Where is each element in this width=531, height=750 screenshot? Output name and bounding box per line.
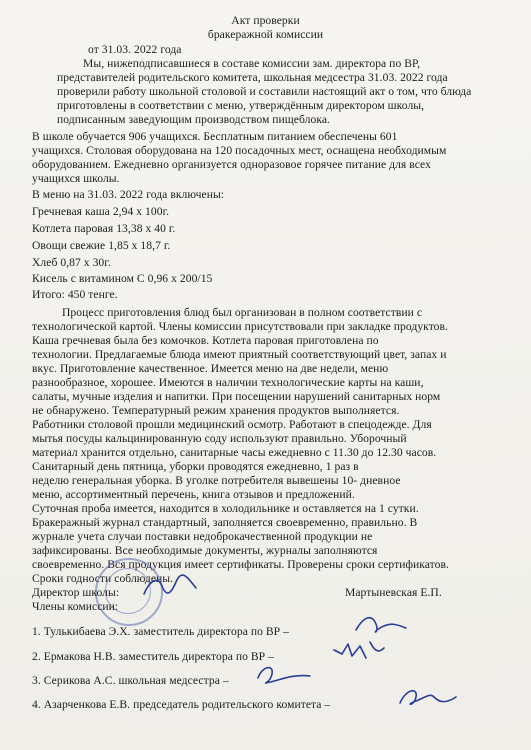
menu-item: Овощи свежие 1,85 х 18,7 г. — [32, 239, 171, 252]
body-line: оборудованием. Ежедневно организуется одноразовое горячее питание для всех — [32, 158, 431, 171]
director-label: Директор школы: — [32, 586, 120, 599]
member-signature — [350, 610, 410, 638]
body-line: Сроки годности соблюдены. — [32, 572, 174, 585]
member-signature — [330, 636, 390, 664]
menu-item: Хлеб 0,87 х 30г. — [32, 256, 111, 269]
body-line: учащихся школы. — [32, 172, 120, 185]
body-line: не обнаружено. Температурный режим хранения продуктов выполняется. — [32, 404, 400, 417]
body-line: журнале учета случаи поставки недоброкачественной продукции не — [32, 530, 373, 543]
member-signature — [394, 683, 462, 711]
document-date: от 31.03. 2022 года — [88, 43, 182, 56]
document-title: Акт проверки — [231, 14, 300, 27]
body-line: Бракеражный журнал стандартный, заполняется своевременно, правильно. В — [32, 516, 418, 529]
body-line: Каша гречневая была без комочков. Котлета паровая приготовлена по — [32, 334, 379, 347]
body-line: неделю генеральная уборка. В уголке потребителя вывешены 10- дневное — [32, 474, 401, 487]
body-line: технологической картой. Члены комиссии присутствовали при закладке продуктов. — [32, 320, 448, 333]
body-line: Санитарный день пятница, уборки проводятся ежедневно, 1 раз в — [32, 460, 359, 473]
body-line: разнообразное, хорошее. Имеются в наличии технологические карты на каши, — [32, 376, 424, 389]
menu-item: Гречневая каша 2,94 х 100г. — [32, 205, 170, 218]
body-line: салаты, мучные изделия и напитки. При посещении нарушений санитарных норм — [32, 390, 441, 403]
document-subtitle: бракеражной комиссии — [207, 28, 324, 41]
body-line: В школе обучается 906 учащихся. Бесплатным питанием обеспечены 601 — [32, 130, 398, 143]
body-line: подписанным заведующим производством пищеблока. — [57, 113, 330, 126]
body-line: проверили работу школьной столовой и составили настоящий акт о том, что блюда — [57, 85, 472, 98]
menu-item: Котлета паровая 13,38 х 40 г. — [32, 222, 176, 235]
body-line: Мы, нижеподписавшиеся в составе комиссии зам. директора по ВР, — [83, 57, 421, 70]
body-line: представителей родительского комитета, школьная медсестра 31.03. 2022 года — [57, 71, 448, 84]
member-line: 1. Тулькибаева Э.Х. заместитель директора по ВР – — [32, 625, 289, 638]
body-line: меню, ассортиментный перечень, книга отзывов и предложений. — [32, 488, 355, 501]
body-line: Работники столовой прошли медицинский осмотр. Работают в спецодежде. Для — [32, 418, 432, 431]
members-label: Члены комиссии: — [32, 600, 119, 613]
body-line: Суточная проба имеется, находится в холодильнике и оставляется на 1 сутки. — [32, 502, 419, 515]
member-signature — [252, 660, 316, 688]
body-line: технологии. Предлагаемые блюда имеют приятный соответствующий цвет, запах и — [32, 348, 447, 361]
body-line: Процесс приготовления блюд был организован в полном соответствии с — [62, 306, 423, 319]
menu-heading: В меню на 31.03. 2022 года включены: — [32, 188, 225, 201]
body-line: мытья посуды кальцинированную соду используют правильно. Уборочный — [32, 432, 407, 445]
member-line: 2. Ермакова Н.В. заместитель директора по ВР – — [32, 650, 274, 663]
menu-item: Кисель с витамином С 0,96 х 200/15 — [32, 272, 213, 285]
member-line: 4. Азарченкова Е.В. председатель родительского комитета – — [32, 698, 331, 711]
director-name: Мартыневская Е.П. — [345, 586, 442, 599]
body-line: приготовлены в соответствии с меню, утверждённым директором школы, — [57, 99, 425, 112]
body-line: зафиксированы. Все необходимые документы, журналы заполняются — [32, 544, 378, 557]
body-line: материал хранится отдельно, санитарные часы ежедневно с 11.30 до 12.30 часов. — [32, 446, 437, 459]
body-line: вкус. Приготовление качественное. Имеется меню на две недели, меню — [32, 362, 389, 375]
body-line: своевременно. Вся продукция имеет сертификаты. Проверены сроки сертификатов. — [32, 558, 449, 571]
director-signature — [140, 572, 200, 600]
body-line: учащихся. Столовая оборудована на 120 посадочных мест, оснащена необходимым — [32, 144, 447, 157]
member-line: 3. Серикова А.С. школьная медсестра – — [32, 674, 229, 687]
menu-total: Итого: 450 тенге. — [32, 288, 118, 301]
